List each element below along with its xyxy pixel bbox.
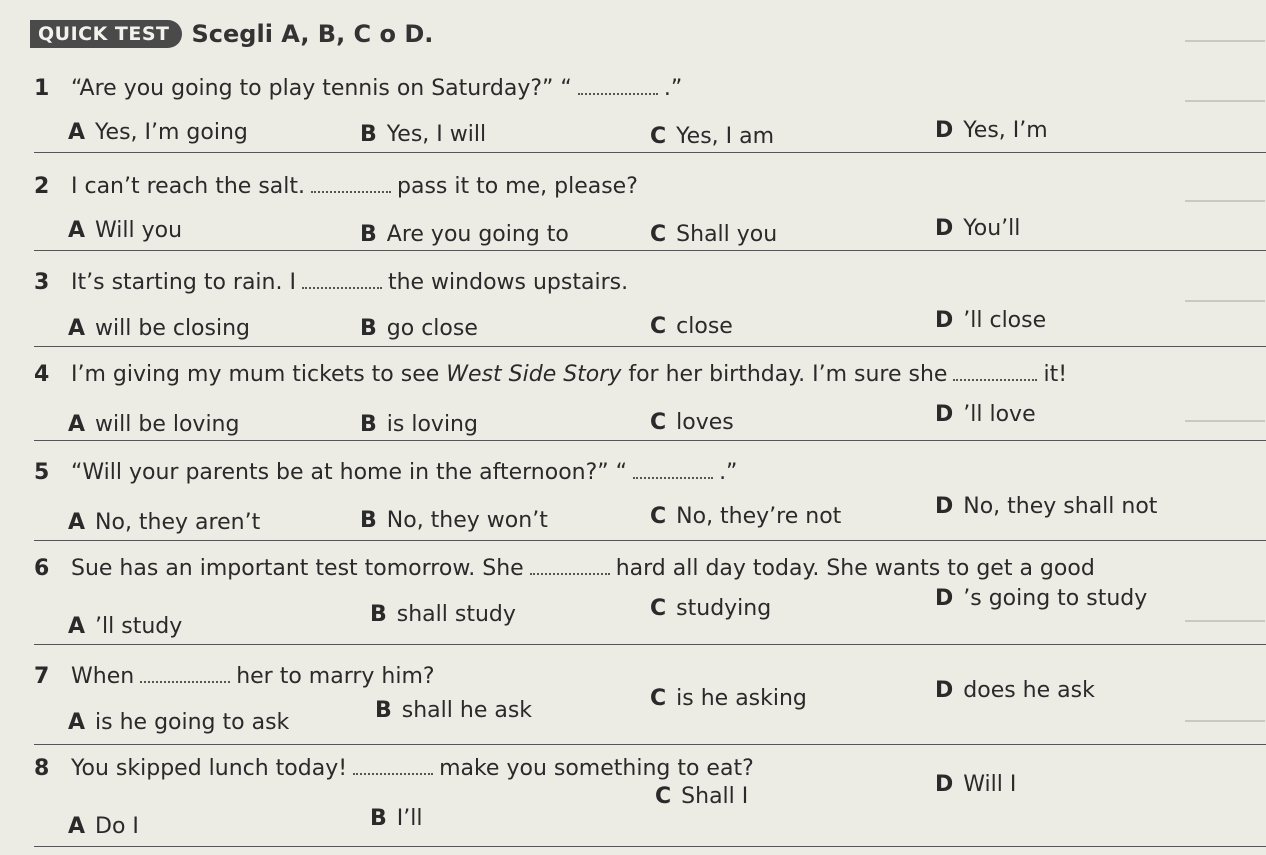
background-line (1185, 200, 1265, 202)
answer-blank (530, 573, 610, 575)
q2-option-a[interactable]: A Will you (68, 218, 183, 243)
divider-line (34, 644, 1266, 645)
question-7: 7 When her to marry him? (34, 664, 435, 689)
q8-option-a[interactable]: A Do I (68, 814, 139, 839)
q5-option-d[interactable]: D No, they shall not (935, 494, 1158, 519)
background-line (1185, 420, 1265, 422)
question-4: 4 I’m giving my mum tickets to see West Side Story for her birthday. I’m sure she it! (34, 362, 1068, 387)
question-6: 6 Sue has an important test tomorrow. She hard all day today. She wants to get a good (34, 556, 1095, 581)
divider-line (34, 540, 1266, 541)
background-line (1185, 100, 1265, 102)
divider-line (34, 440, 1266, 441)
background-line (1185, 620, 1265, 622)
question-3: 3 It’s starting to rain. I the windows upstairs. (34, 270, 629, 295)
q3-option-a[interactable]: A will be closing (68, 316, 250, 341)
background-line (1185, 300, 1265, 302)
q1-option-a[interactable]: A Yes, I’m going (68, 120, 248, 145)
q6-option-a[interactable]: A ’ll study (68, 614, 183, 639)
q7-option-b[interactable]: B shall he ask (375, 698, 533, 723)
q5-option-a[interactable]: A No, they aren’t (68, 510, 261, 535)
question-2: 2 I can’t reach the salt. pass it to me, please? (34, 174, 638, 199)
q2-option-c[interactable]: C Shall you (650, 222, 778, 247)
quick-test-badge: QUICK TEST (30, 20, 182, 48)
q6-option-d[interactable]: D ’s going to study (935, 586, 1148, 611)
q4-option-c[interactable]: C loves (650, 410, 734, 435)
q5-option-c[interactable]: C No, they’re not (650, 504, 842, 529)
q1-option-d[interactable]: D Yes, I’m (935, 118, 1048, 143)
q5-option-b[interactable]: B No, they won’t (360, 508, 548, 533)
q7-option-a[interactable]: A is he going to ask (68, 710, 290, 735)
test-header (30, 20, 433, 48)
q8-option-b[interactable]: B I’ll (370, 806, 423, 831)
q3-option-d[interactable]: D ’ll close (935, 308, 1047, 333)
q8-option-d[interactable]: D Will I (935, 772, 1017, 797)
q3-option-b[interactable]: B go close (360, 316, 478, 341)
divider-line (34, 346, 1266, 347)
answer-blank (353, 773, 433, 775)
q8-option-c[interactable]: C Shall I (655, 784, 749, 809)
divider-line (34, 152, 1266, 153)
question-1: 1 “Are you going to play tennis on Saturday?” “ .” (34, 76, 683, 101)
q6-option-b[interactable]: B shall study (370, 602, 516, 627)
q7-option-c[interactable]: C is he asking (650, 686, 807, 711)
q2-option-d[interactable]: D You’ll (935, 216, 1021, 241)
answer-blank (311, 191, 391, 193)
divider-line (34, 744, 1266, 745)
q6-option-c[interactable]: C studying (650, 596, 772, 621)
answer-blank (578, 93, 658, 95)
answer-blank (140, 681, 230, 683)
q4-option-d[interactable]: D ’ll love (935, 402, 1036, 427)
divider-line (34, 846, 1266, 847)
q7-option-d[interactable]: D does he ask (935, 678, 1095, 703)
q4-option-a[interactable]: A will be loving (68, 412, 240, 437)
q1-option-c[interactable]: C Yes, I am (650, 124, 775, 149)
q3-option-c[interactable]: C close (650, 314, 733, 339)
divider-line (34, 250, 1266, 251)
background-line (1185, 40, 1265, 42)
answer-blank (302, 287, 382, 289)
answer-blank (633, 477, 713, 479)
background-line (1185, 720, 1265, 722)
q2-option-b[interactable]: B Are you going to (360, 222, 569, 247)
answer-blank (953, 379, 1037, 381)
q4-option-b[interactable]: B is loving (360, 412, 478, 437)
question-8: 8 You skipped lunch today! make you something to eat? (34, 756, 754, 781)
instruction-text: Scegli A, B, C o D. (191, 20, 434, 48)
question-5: 5 “Will your parents be at home in the afternoon?” “ .” (34, 460, 738, 485)
q1-option-b[interactable]: B Yes, I will (360, 122, 487, 147)
play-title: West Side Story (446, 362, 622, 387)
